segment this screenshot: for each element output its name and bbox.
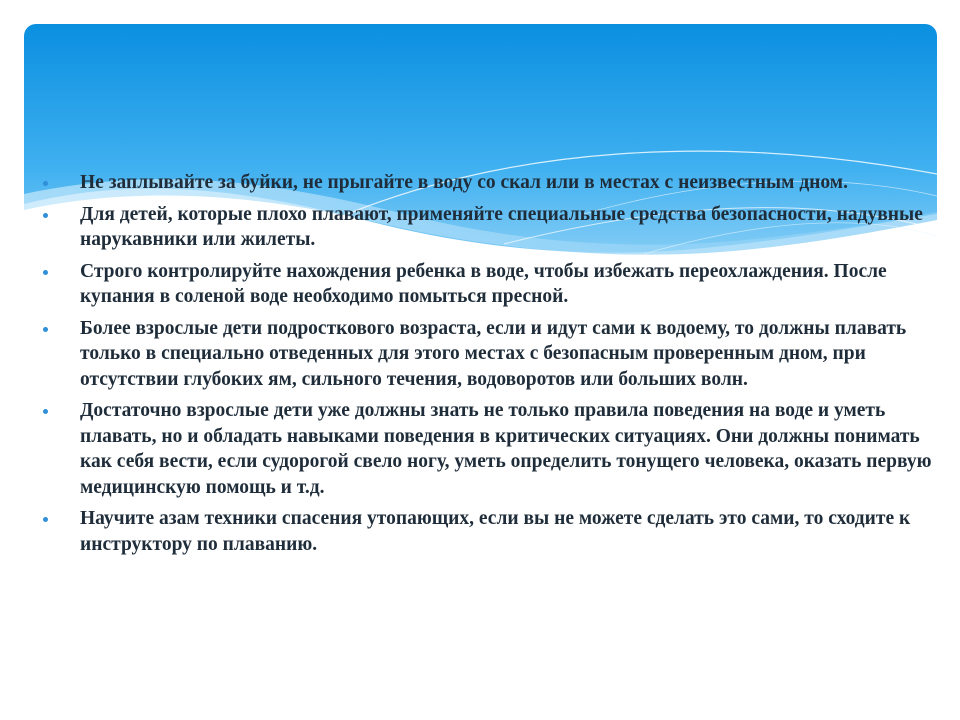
bullet-text: Достаточно взрослые дети уже должны знать не только правила поведения на воде и уметь плавать, но и обладать навыками поведения в критических ситуациях. Они должны понимать как себя вести, если судорогой свело ногу, уметь определить тонущего человека, оказать первую медицинскую помощь и т.д. [80,400,932,498]
bullet-dot-icon [43,181,48,186]
bullet-text: Для детей, которые плохо плавают, применяйте специальные средства безопасности, надувные нарукавники или жилеты. [80,203,923,250]
bullet-item [40,506,935,557]
bullet-text: Не заплывайте за буйки, не прыгайте в воду со скал или в местах с неизвестным дном. [80,172,848,193]
bullet-text: Научите азам техники спасения утопающих, если вы не можете сделать это сами, то сходите к инструктору по плаванию. [80,508,911,555]
bullet-dot-icon [43,409,48,414]
bullet-item [40,316,935,393]
bullet-text: Строго контролируйте нахождения ребенка в воде, чтобы избежать переохлаждения. После купания в соленой воде необходимо помыться пресной. [80,260,887,307]
bullet-item [40,202,935,253]
bullet-dot-icon [43,517,48,522]
bullet-dot-icon [43,270,48,275]
bullet-text: Более взрослые дети подросткового возраста, если и идут сами к водоему, то должны плавать только в специально отведенных для этого местах с безопасным проверенным дном, при отсутствии глубоких ям, сильного течения, водоворотов или больших волн. [80,317,907,390]
bullet-list [40,170,935,557]
bullet-dot-icon [43,213,48,218]
bullet-dot-icon [43,327,48,332]
bullet-item [40,259,935,310]
bullet-item [40,170,935,196]
slide-content [40,170,935,563]
bullet-item [40,398,935,500]
